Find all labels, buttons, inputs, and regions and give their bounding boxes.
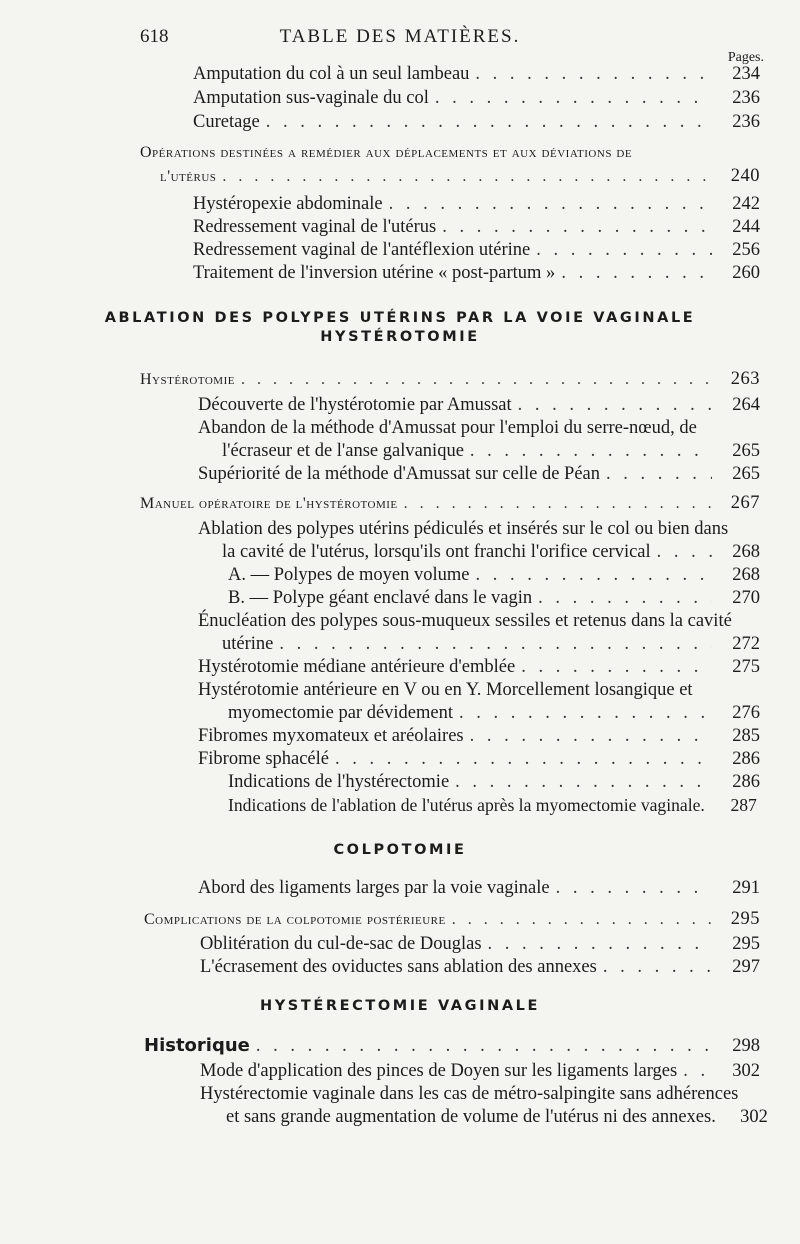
section-heading: HYSTÉROTOMIE (320, 329, 480, 345)
toc-entry: Fibrome sphacélé . . . 286 (198, 748, 760, 770)
toc-entry: L'écrasement des oviductes sans ablation des annexes . . . 297 (200, 956, 760, 978)
toc-entry: Hystéropexie abdominale . . . 242 (193, 193, 760, 215)
toc-entry-continued: la cavité de l'utérus, lorsqu'ils ont franchi l'orifice cervical . . . 268 (222, 541, 760, 563)
toc-entry-heading: Hystérotomie . . . 263 (140, 368, 760, 391)
section-heading: ABLATION DES POLYPES UTÉRINS PAR LA VOIE VAGINALE (104, 310, 696, 326)
toc-entry: Fibromes myxomateux et aréolaires . . . 285 (198, 725, 760, 747)
toc-entry: Abord des ligaments larges par la voie vaginale . . . 291 (198, 877, 760, 899)
toc-entry: Indications de l'ablation de l'utérus après la myomectomie vaginale. 287 (228, 795, 757, 815)
toc-entry: Traitement de l'inversion utérine « post-partum » . . . 260 (193, 262, 760, 284)
toc-entry-continued: utérine . . . 272 (222, 633, 760, 655)
toc-entry-heading: Complications de la colpotomie postérieure . . . 295 (144, 908, 760, 931)
toc-entry: Hystérotomie antérieure en V ou en Y. Morcellement losangique et (198, 680, 693, 700)
toc-entry: Énucléation des polypes sous-muqueux sessiles et retenus dans la cavité (198, 611, 732, 631)
toc-entry: Supériorité de la méthode d'Amussat sur celle de Péan . . . 265 (198, 463, 760, 485)
toc-entry-continued: myomectomie par dévidement . . . 276 (228, 702, 760, 724)
toc-entry: B. — Polype géant enclavé dans le vagin . . . 270 (228, 587, 760, 609)
toc-entry: Redressement vaginal de l'utérus . . . 244 (193, 216, 760, 238)
pages-column-label: Pages. (727, 50, 764, 65)
toc-entry: Ablation des polypes utérins pédiculés et insérés sur le col ou bien dans (198, 519, 729, 539)
section-heading: COLPOTOMIE (333, 842, 467, 858)
toc-entry-continued: et sans grande augmentation de volume de l'utérus ni des annexes. 302 (226, 1107, 768, 1127)
toc-entry: Amputation sus-vaginale du col . . . 236 (193, 87, 760, 109)
toc-entry: Amputation du col à un seul lambeau . . . 234 (193, 63, 760, 85)
running-head (0, 26, 800, 50)
toc-entry: Abandon de la méthode d'Amussat pour l'emploi du serre-nœud, de (198, 418, 697, 438)
page-number: 618 (140, 26, 169, 47)
toc-entry: Mode d'application des pinces de Doyen sur les ligaments larges . . . 302 (200, 1060, 760, 1082)
section-heading: HYSTÉRECTOMIE VAGINALE (259, 998, 541, 1014)
toc-entry-heading: Historique . . . 298 (144, 1035, 760, 1057)
toc-entry: Hystérectomie vaginale dans les cas de métro-salpingite sans adhérences (200, 1084, 739, 1104)
toc-entry: Découverte de l'hystérotomie par Amussat . . . 264 (198, 394, 760, 416)
toc-entry: Redressement vaginal de l'antéflexion utérine . . . 256 (193, 239, 760, 261)
toc-entry: A. — Polypes de moyen volume . . . 268 (228, 564, 760, 586)
toc-entry-heading: Manuel opératoire de l'hystérotomie . . . 267 (140, 492, 760, 515)
toc-entry-heading: l'utérus . . . 240 (160, 165, 760, 188)
running-title: TABLE DES MATIÈRES. (279, 26, 521, 47)
toc-entry: Curetage . . . 236 (193, 111, 760, 133)
toc-entry-continued: l'écraseur et de l'anse galvanique . . . 265 (222, 440, 760, 462)
toc-entry: Oblitération du cul-de-sac de Douglas . . . 295 (200, 933, 760, 955)
toc-entry: Hystérotomie médiane antérieure d'emblée . . . 275 (198, 656, 760, 678)
toc-entry-heading: Opérations destinées a remédier aux déplacements et aux déviations de (140, 144, 633, 161)
toc-entry: Indications de l'hystérectomie . . . 286 (228, 771, 760, 793)
